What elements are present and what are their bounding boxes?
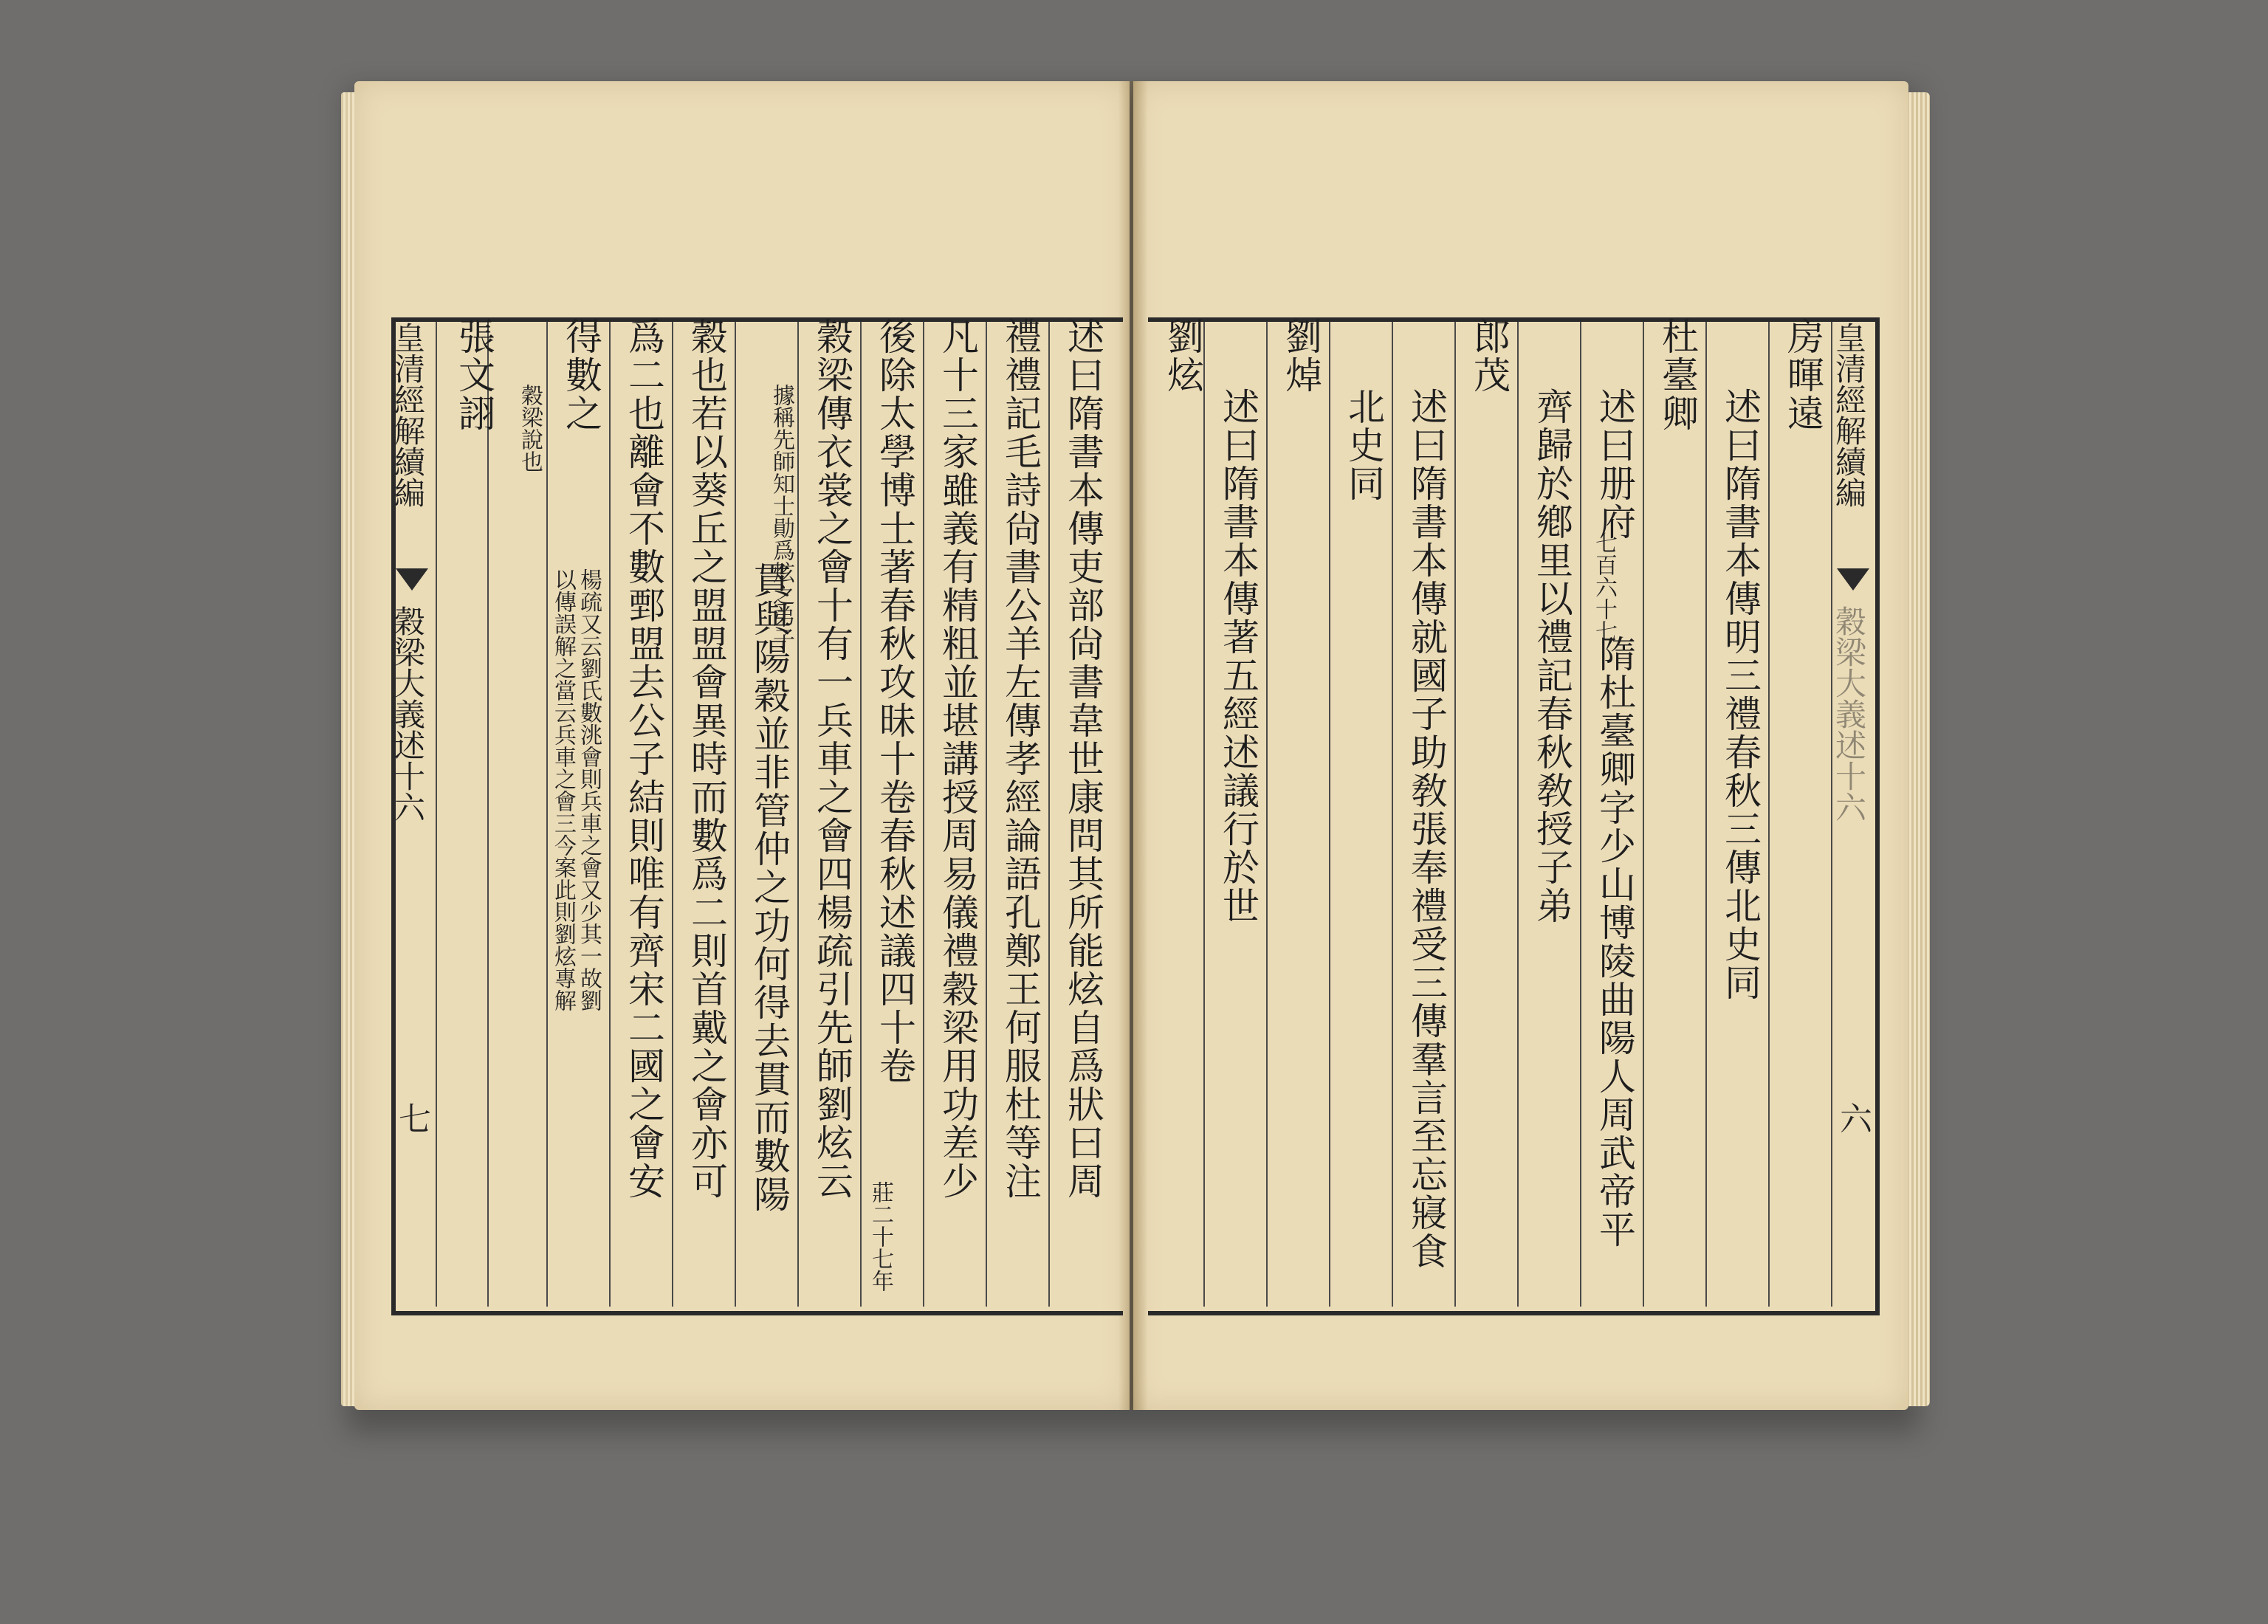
text-column: 北史同 bbox=[1342, 388, 1385, 503]
right-banxin-chapter bbox=[1831, 605, 1871, 915]
text-column: 述曰册府 bbox=[1593, 388, 1636, 541]
text-column: 穀梁傳衣裳之會十有一兵車之會四楊疏引先師劉炫云 bbox=[811, 317, 853, 1200]
banxin-title: 皇清經解續編 bbox=[1831, 322, 1867, 508]
text-column-heading: 劉炫 bbox=[1161, 317, 1204, 394]
interlinear-note: 楊疏又云劉氏數洮會則兵車之會又少其一故劉 bbox=[576, 568, 602, 1011]
text-column: 隋杜臺卿字少山博陵曲陽人周武帝平 bbox=[1593, 635, 1636, 1249]
text-column-heading: 房暉遠 bbox=[1781, 317, 1824, 433]
text-column: 凡十三家雖義有精粗並堪講授周易儀禮穀梁用功差少 bbox=[936, 317, 979, 1200]
text-column-heading: 郎茂 bbox=[1468, 317, 1511, 394]
right-page-edges bbox=[1905, 92, 1930, 1406]
folio-number: 六 bbox=[1840, 1101, 1872, 1138]
text-column: 述曰隋書本傳明三禮春秋三傳北史同 bbox=[1719, 388, 1762, 1002]
banxin-chapter: 穀梁大義述十六 bbox=[1831, 605, 1867, 822]
text-column: 述曰隋書本傳吏部尙書韋世康問其所能炫自爲狀曰周 bbox=[1062, 317, 1104, 1200]
text-column: 貫與陽穀並非管仲之功何得去貫而數陽 bbox=[748, 561, 791, 1214]
text-column: 後除太學博士著春秋攻昧十卷春秋述議四十卷 bbox=[873, 317, 916, 1085]
book-gutter bbox=[1118, 81, 1148, 1410]
text-column: 穀也若以葵丘之盟盟會異時而數爲二則首戴之會亦可 bbox=[685, 317, 728, 1200]
banxin-title: 皇清經解續編 bbox=[390, 322, 426, 508]
text-column-heading: 杜臺卿 bbox=[1656, 317, 1699, 433]
text-column: 述曰隋書本傳就國子助敎張奉禮受三傳羣言至忘寢食 bbox=[1405, 388, 1448, 1270]
column-rule bbox=[546, 322, 548, 1307]
text-column-heading: 張文詡 bbox=[453, 317, 495, 433]
left-banxin-chapter bbox=[390, 605, 430, 915]
text-column: 禮禮記毛詩尙書公羊左傳孝經論語孔鄭王何服杜等注 bbox=[999, 317, 1042, 1200]
fish-tail-mark bbox=[1837, 568, 1869, 591]
text-column: 得數之 bbox=[560, 317, 602, 433]
interlinear-note: 莊二十七年 bbox=[867, 1181, 893, 1292]
banxin-chapter: 穀梁大義述十六 bbox=[390, 605, 426, 822]
banxin-rule bbox=[436, 322, 437, 1307]
interlinear-note: 以傳誤解之當云兵車之會三今案此則劉炫專解 bbox=[550, 568, 576, 1011]
fish-tail-mark bbox=[396, 568, 428, 591]
folio-number: 七 bbox=[399, 1101, 431, 1138]
text-column-heading: 劉焯 bbox=[1279, 317, 1322, 394]
text-column: 述曰隋書本傳著五經述議行於世 bbox=[1217, 388, 1260, 925]
interlinear-note: 穀梁說也 bbox=[517, 384, 543, 472]
interlinear-note: 七百六十七 bbox=[1591, 531, 1617, 642]
text-column: 爲二也離會不數鄄盟去公子結則唯有齊宋二國之會安 bbox=[622, 317, 665, 1200]
interlinear-note: 據稱先師知士勛爲炫之弟子 bbox=[769, 384, 794, 650]
text-column: 齊歸於鄕里以禮記春秋敎授子弟 bbox=[1530, 388, 1573, 925]
